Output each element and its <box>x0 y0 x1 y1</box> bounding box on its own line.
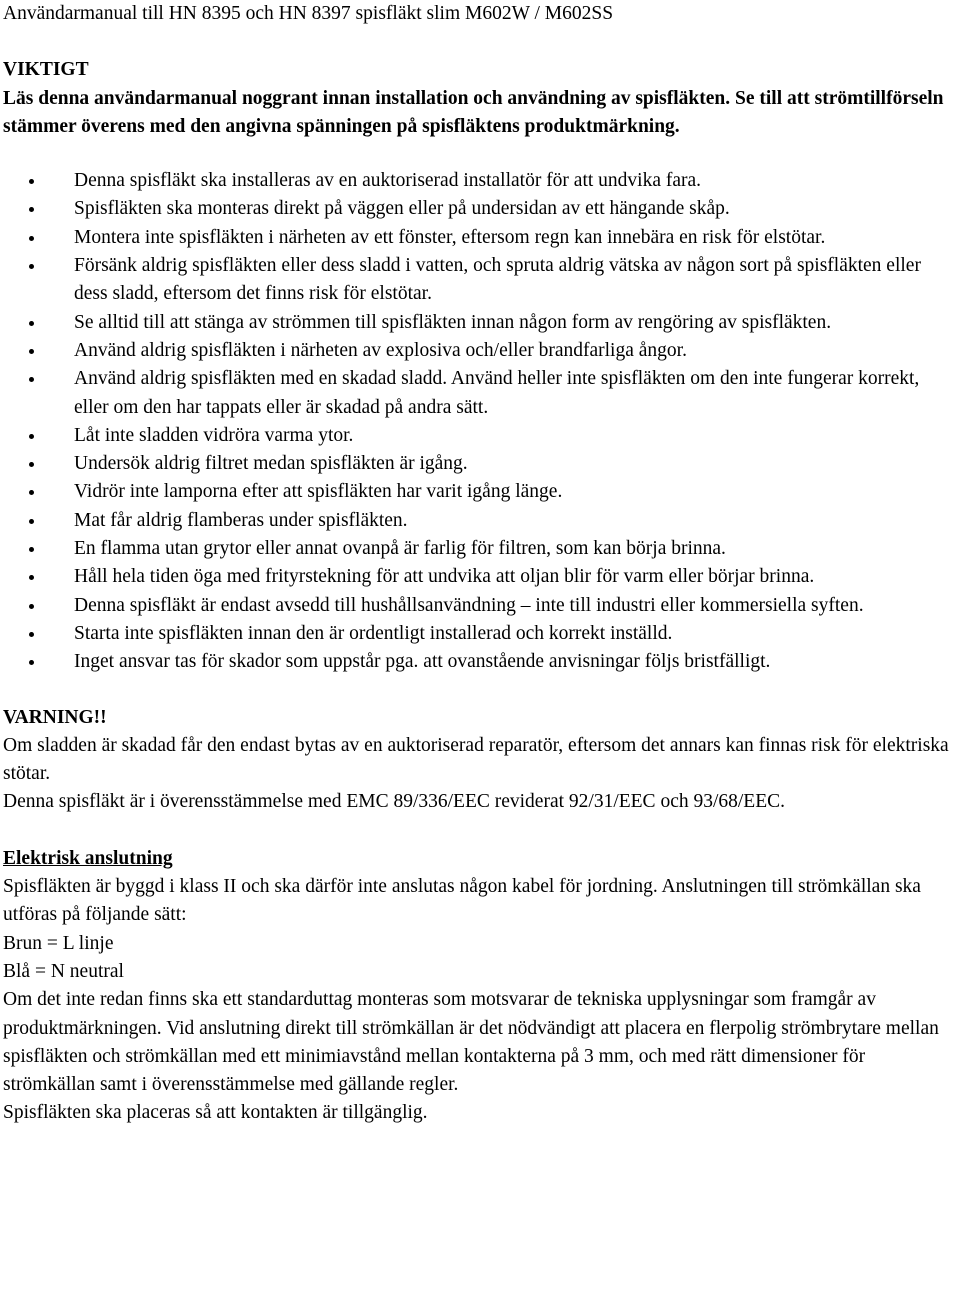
electrical-connection-section <box>3 845 959 1128</box>
important-heading: VIKTIGT <box>3 59 89 81</box>
list-item-text: Montera inte spisfläkten i närheten av ett fönster, eftersom regn kan innebära en risk för elstötar. <box>74 226 826 248</box>
bullet-icon <box>29 321 34 326</box>
wire-blue-neutral: Blå = N neutral <box>3 960 124 982</box>
list-item-text: Denna spisfläkt är endast avsedd till hushållsanvändning – inte till industri eller kommersiella syften. <box>74 594 864 616</box>
list-item <box>74 620 954 648</box>
list-item <box>74 535 954 563</box>
bullet-icon <box>29 462 34 467</box>
list-item <box>74 592 954 620</box>
bullet-icon <box>29 236 34 241</box>
list-item-text: Vidrör inte lamporna efter att spisfläkten har varit igång länge. <box>74 481 563 503</box>
list-item-text: Försänk aldrig spisfläkten eller dess sladd i vatten, och spruta aldrig vätska av någon sort på spisfläkten eller dess sladd, eftersom det finns risk för elstötar. <box>74 255 921 305</box>
bullet-icon <box>29 490 34 495</box>
important-section <box>3 56 959 141</box>
bullet-icon <box>29 519 34 524</box>
list-item <box>74 224 954 252</box>
bullet-icon <box>29 434 34 439</box>
list-item-text: Starta inte spisfläkten innan den är ordentligt installerad och korrekt inställd. <box>74 622 673 644</box>
electrical-details: Om det inte redan finns ska ett standarduttag monteras som motsvarar de tekniska upplysningar som framgår av produktmärkningen. Vid anslutning direkt till strömkällan är det nödvändigt att placera en flerpolig strömbrytare mellan spisfläkten och strömkällan med ett minimiavstånd mellan kontakterna på 3 mm, och med rätt dimensioner för strömkällan samt i överensstämmelse med gällande regler. <box>3 989 939 1096</box>
electrical-intro: Spisfläkten är byggd i klass II och ska därför inte anslutas någon kabel för jordning. Anslutningen till strömkällan ska utföras på följande sätt: <box>3 876 921 926</box>
manual-page <box>3 0 959 1128</box>
warning-text-cord: Om sladden är skadad får den endast bytas av en auktoriserad reparatör, eftersom det annars kan finnas risk för elektriska stötar. <box>3 734 949 785</box>
electrical-connection-heading: Elektrisk anslutning <box>3 847 173 869</box>
list-item <box>74 309 954 337</box>
list-item <box>74 337 954 365</box>
safety-instructions-list <box>3 167 959 676</box>
bullet-icon <box>29 349 34 354</box>
bullet-icon <box>29 264 34 269</box>
list-item-text: Spisfläkten ska monteras direkt på väggen eller på undersidan av ett hängande skåp. <box>74 198 730 220</box>
warning-text-emc: Denna spisfläkt är i överensstämmelse med EMC 89/336/EEC reviderat 92/31/EEC och 93/68/EEC. <box>3 791 786 813</box>
list-item-text: Inget ansvar tas för skador som uppstår pga. att ovanstående anvisningar följs bristfälligt. <box>74 651 771 673</box>
list-item-text: Undersök aldrig filtret medan spisfläkten är igång. <box>74 453 468 475</box>
list-item <box>74 252 954 309</box>
electrical-placement: Spisfläkten ska placeras så att kontakten är tillgänglig. <box>3 1102 428 1124</box>
important-text: Läs denna användarmanual noggrant innan installation och användning av spisfläkten. Se till att strömtillförseln stämmer överens med den angivna spänningen på spisfläktens produktmärkning. <box>3 87 944 137</box>
warning-heading: VARNING!! <box>3 706 107 728</box>
list-item-text: Mat får aldrig flamberas under spisfläkten. <box>74 509 408 531</box>
bullet-icon <box>29 660 34 665</box>
list-item <box>74 648 954 676</box>
bullet-icon <box>29 632 34 637</box>
bullet-icon <box>29 547 34 552</box>
warning-section <box>3 704 959 817</box>
bullet-icon <box>29 575 34 580</box>
bullet-icon <box>29 604 34 609</box>
list-item <box>74 365 954 422</box>
list-item <box>74 422 954 450</box>
bullet-icon <box>29 179 34 184</box>
list-item <box>74 478 954 506</box>
list-item-text: Denna spisfläkt ska installeras av en auktoriserad installatör för att undvika fara. <box>74 170 702 192</box>
list-item-text: Använd aldrig spisfläkten med en skadad sladd. Använd heller inte spisfläkten om den inte fungerar korrekt, eller om den har tappats eller är skadad på andra sätt. <box>74 368 920 418</box>
list-item-text: Använd aldrig spisfläkten i närheten av explosiva och/eller brandfarliga ångor. <box>74 339 687 361</box>
list-item <box>74 563 954 591</box>
wire-brown-line: Brun = L linje <box>3 932 114 954</box>
list-item-text: En flamma utan grytor eller annat ovanpå är farlig för filtren, som kan börja brinna. <box>74 538 726 560</box>
document-title: Användarmanual till HN 8395 och HN 8397 spisfläkt slim M602W / M602SS <box>3 3 614 24</box>
list-item <box>74 450 954 478</box>
list-item <box>74 195 954 223</box>
list-item <box>74 507 954 535</box>
bullet-icon <box>29 207 34 212</box>
list-item <box>74 167 954 195</box>
list-item-text: Låt inte sladden vidröra varma ytor. <box>74 424 354 446</box>
bullet-icon <box>29 377 34 382</box>
list-item-text: Håll hela tiden öga med frityrstekning för att undvika att oljan blir för varm eller börjar brinna. <box>74 566 815 588</box>
list-item-text: Se alltid till att stänga av strömmen till spisfläkten innan någon form av rengöring av spisfläkten. <box>74 311 832 333</box>
